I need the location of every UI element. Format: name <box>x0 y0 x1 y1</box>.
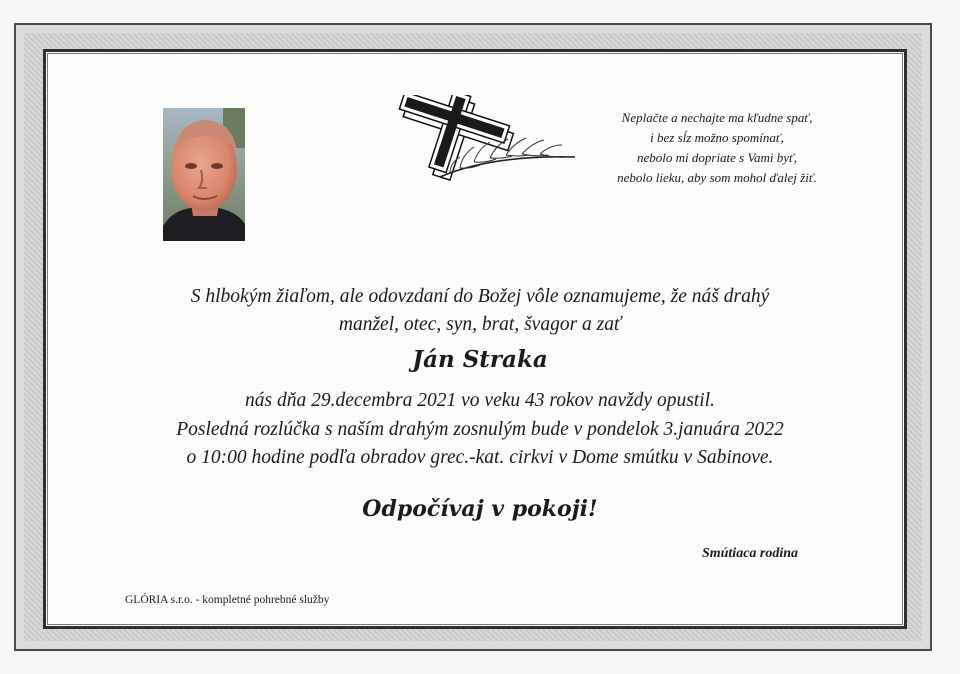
announcement-line-3: nás dňa 29.decembra 2021 vo veku 43 rokov navždy opustil. <box>245 390 715 411</box>
cross-with-palm-icon <box>390 95 580 185</box>
funeral-company: GLÓRIA s.r.o. - kompletné pohrebné služby <box>125 594 330 606</box>
poem-line: i bez sĺz možno spomínať, <box>650 130 784 145</box>
announcement-line-1: S hlbokým žiaľom, ale odovzdaní do Božej vôle oznamujeme, že náš drahý <box>190 286 770 307</box>
announcement-line-4: Posledná rozlúčka s naším drahým zosnulým bude v pondelok 3.januára 2022 <box>176 419 784 440</box>
deceased-name: Ján Straka <box>412 346 548 373</box>
announcement-line-5: o 10:00 hodine podľa obradov grec.-kat. cirkvi v Dome smútku v Sabinove. <box>186 447 774 468</box>
poem-line: nebolo mi dopriate s Vami byť, <box>637 150 797 165</box>
portrait-photo <box>163 108 245 241</box>
mourning-family: Smútiaca rodina <box>701 546 799 561</box>
poem <box>572 108 862 188</box>
rest-in-peace: Odpočívaj v pokoji! <box>362 496 598 522</box>
poem-line: Neplačte a nechajte ma kľudne spať, <box>621 110 813 125</box>
poem-line: nebolo lieku, aby som mohol ďalej žiť. <box>617 170 817 185</box>
announcement-line-2: manžel, otec, syn, brat, švagor a zať <box>338 314 622 335</box>
